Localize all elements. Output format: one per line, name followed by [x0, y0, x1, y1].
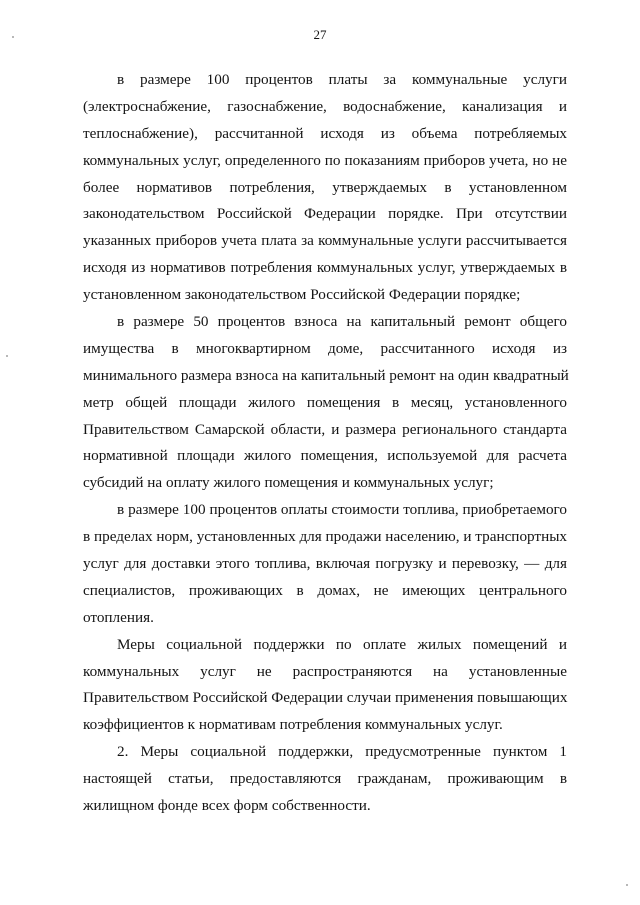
margin-mark	[626, 884, 628, 886]
text-line: коэффициентов к нормативам потребления коммунальных услуг.	[83, 716, 503, 734]
text-line: метр общей площади жилого помещения в месяц, установленного	[83, 393, 567, 411]
text-line: в размере 50 процентов взноса на капитальный ремонт общего	[117, 313, 567, 331]
text-line: Меры социальной поддержки по оплате жилых помещений и	[117, 635, 567, 653]
text-line: Правительством Самарской области, и размера регионального стандарта	[83, 420, 567, 438]
paragraph-utilities	[83, 67, 567, 309]
text-line: теплоснабжение), рассчитанной исходя из объема потребляемых	[83, 124, 567, 142]
text-line: минимального размера взноса на капитальный ремонт на один квадратный	[83, 366, 569, 384]
text-line: установленном законодательством Российской Федерации порядке;	[83, 286, 521, 304]
page-number: 27	[313, 27, 327, 42]
text-line: коммунальных услуг не распространяются на установленные	[83, 662, 567, 680]
text-line: услуг для доставки этого топлива, включая погрузку и перевозку, — для	[83, 555, 567, 573]
paragraph-fuel	[83, 497, 567, 631]
paragraph-capital-repair	[83, 309, 567, 497]
text-line: имущества в многоквартирном доме, рассчитанного исходя из	[83, 339, 567, 357]
text-line: специалистов, проживающих в домах, не имеющих центрального	[83, 581, 567, 599]
margin-mark	[12, 36, 14, 38]
text-line: субсидий на оплату жилого помещения и коммунальных услуг;	[83, 474, 494, 492]
text-line: в размере 100 процентов оплаты стоимости топлива, приобретаемого	[117, 501, 567, 519]
paragraph-exclusion	[83, 632, 567, 740]
text-line: отопления.	[83, 608, 154, 626]
margin-mark	[6, 355, 8, 357]
text-line: 2. Меры социальной поддержки, предусмотренные пунктом 1	[117, 743, 567, 761]
text-line: исходя из нормативов потребления коммунальных услуг, утверждаемых в	[83, 259, 567, 277]
text-line: более нормативов потребления, утверждаемых в установленном	[83, 178, 567, 196]
text-line: настоящей статьи, предоставляются гражданам, проживающим в	[83, 770, 567, 788]
body-text	[83, 67, 567, 820]
text-line: коммунальных услуг, определенного по показаниям приборов учета, но не	[83, 151, 567, 169]
text-line: нормативной площади жилого помещения, используемой для расчета	[83, 447, 567, 465]
text-line: жилищном фонде всех форм собственности.	[83, 797, 371, 815]
text-line: в пределах норм, установленных для продажи населению, и транспортных	[83, 528, 567, 546]
text-line: указанных приборов учета плата за коммунальные услуги рассчитывается	[83, 232, 567, 250]
paragraph-item-2	[83, 739, 567, 820]
text-line: (электроснабжение, газоснабжение, водоснабжение, канализация и	[83, 97, 567, 115]
text-line: в размере 100 процентов платы за коммунальные услуги	[117, 71, 567, 88]
text-line: Правительством Российской Федерации случаи применения повышающих	[83, 689, 568, 707]
text-line: законодательством Российской Федерации порядке. При отсутствии	[83, 205, 567, 223]
